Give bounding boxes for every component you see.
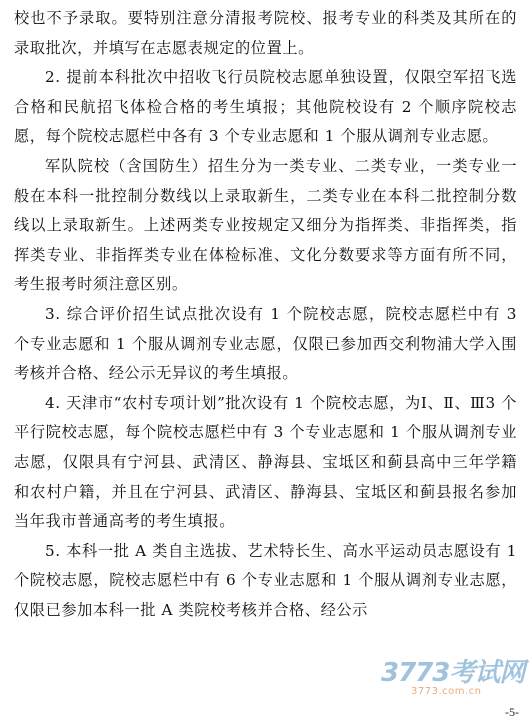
watermark-main-text: 3773考试网 xyxy=(381,658,525,688)
paragraph-item-3: 3. 综合评价招生试点批次设有 1 个院校志愿，院校志愿栏中有 3 个专业志愿和 1 个服从调剂专业志愿，仅限已参加西交利物浦大学入围考核并合格、经公示无异议的考生填报。 xyxy=(14,304,517,383)
paragraph-military-schools: 军队院校（含国防生）招生分为一类专业、二类专业，一类专业一般在本科一批控制分数线以上录取新生，二类专业在本科二批控制分数线以上录取新生。上述两类专业按规定又细分为指挥类、非指挥类，指挥类专业、非指挥类专业在体检标准、文化分数要求等方面有所不同，考生报考时须注意区别。 xyxy=(14,156,517,294)
site-watermark-logo xyxy=(375,652,525,712)
paragraph-item-2: 2. 提前本科批次中招收飞行员院校志愿单独设置，仅限空军招飞选合格和民航招飞体检合格的考生填报；其他院校设有 2 个顺序院校志愿，每个院校志愿栏中各有 3 个专业志愿和 1 个服从调剂专业志愿。 xyxy=(14,68,517,146)
watermark-sub-text: 3773.com.cn xyxy=(411,686,482,697)
paragraph-continuation: 校也不予录取。要特别注意分清报考院校、报考专业的科类及其所在的录取批次，并填写在志愿表规定的位置上。 xyxy=(14,9,517,57)
page-number: -5- xyxy=(505,705,519,719)
paragraph-item-5: 5. 本科一批 A 类自主选拔、艺术特长生、高水平运动员志愿设有 1 个院校志愿，院校志愿栏中有 6 个专业志愿和 1 个服从调剂专业志愿，仅限已参加本科一批 A 类院校考核并合格、经公示 xyxy=(14,541,517,619)
document-body xyxy=(14,4,517,625)
paragraph-item-4: 4. 天津市“农村专项计划”批次设有 1 个院校志愿，为Ⅰ、Ⅱ、Ⅲ3 个平行院校志愿，每个院校志愿栏中有 3 个专业志愿和 1 个服从调剂专业志愿，仅限具有宁河县、武清区、静海县、宝坻区和蓟县高中三年学籍和农村户籍，并且在宁河县、武清区、静海县、宝坻区和蓟县报名参加当年我市普通高考的考生填报。 xyxy=(14,393,517,531)
